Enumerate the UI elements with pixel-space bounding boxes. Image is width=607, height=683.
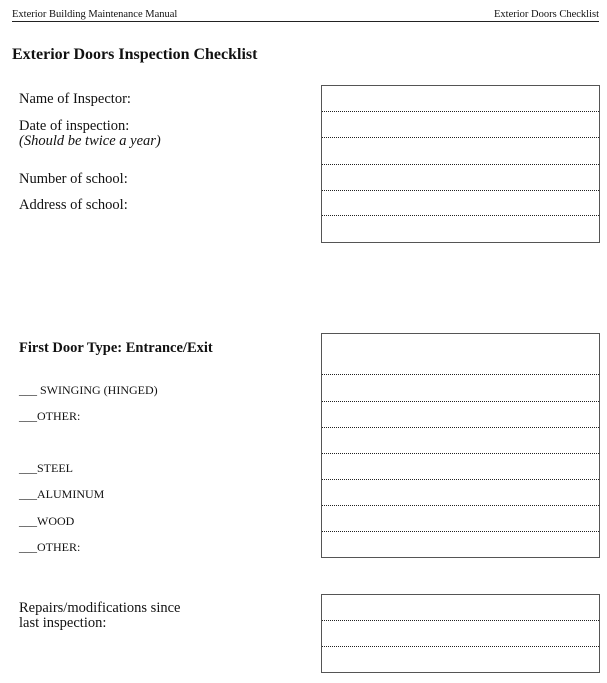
entry-line[interactable]	[322, 620, 599, 621]
entry-line[interactable]	[322, 479, 599, 480]
option-material-other[interactable]: ___OTHER:	[19, 540, 81, 554]
option-swinging[interactable]: ___ SWINGING (HINGED)	[19, 383, 158, 397]
entry-line[interactable]	[322, 111, 599, 112]
date-label: Date of inspection:	[19, 118, 130, 134]
entry-line[interactable]	[322, 164, 599, 165]
entry-line[interactable]	[322, 374, 599, 375]
entry-line[interactable]	[322, 427, 599, 428]
door-type-heading: First Door Type: Entrance/Exit	[19, 340, 213, 356]
door-entry-box[interactable]	[321, 333, 600, 558]
entry-line[interactable]	[322, 215, 599, 216]
school-number-label: Number of school:	[19, 171, 128, 187]
option-aluminum[interactable]: ___ALUMINUM	[19, 487, 105, 501]
page-title: Exterior Doors Inspection Checklist	[12, 46, 258, 63]
running-header-right: Exterior Doors Checklist	[494, 9, 599, 20]
entry-line[interactable]	[322, 646, 599, 647]
header-rule	[12, 21, 599, 22]
inspector-label: Name of Inspector:	[19, 91, 131, 107]
entry-line[interactable]	[322, 505, 599, 506]
repairs-entry-box[interactable]	[321, 594, 600, 673]
entry-line[interactable]	[322, 137, 599, 138]
option-operation-other[interactable]: ___OTHER:	[19, 409, 81, 423]
option-steel[interactable]: ___STEEL	[19, 461, 73, 475]
general-info-entry-box[interactable]	[321, 85, 600, 243]
running-header-left: Exterior Building Maintenance Manual	[12, 9, 178, 20]
school-address-label: Address of school:	[19, 197, 128, 213]
entry-line[interactable]	[322, 531, 599, 532]
entry-line[interactable]	[322, 453, 599, 454]
repairs-label-line2: last inspection:	[19, 615, 107, 631]
repairs-label-line1: Repairs/modifications since	[19, 600, 181, 616]
entry-line[interactable]	[322, 401, 599, 402]
date-note: (Should be twice a year)	[19, 133, 161, 149]
option-wood[interactable]: ___WOOD	[19, 514, 75, 528]
entry-line[interactable]	[322, 190, 599, 191]
